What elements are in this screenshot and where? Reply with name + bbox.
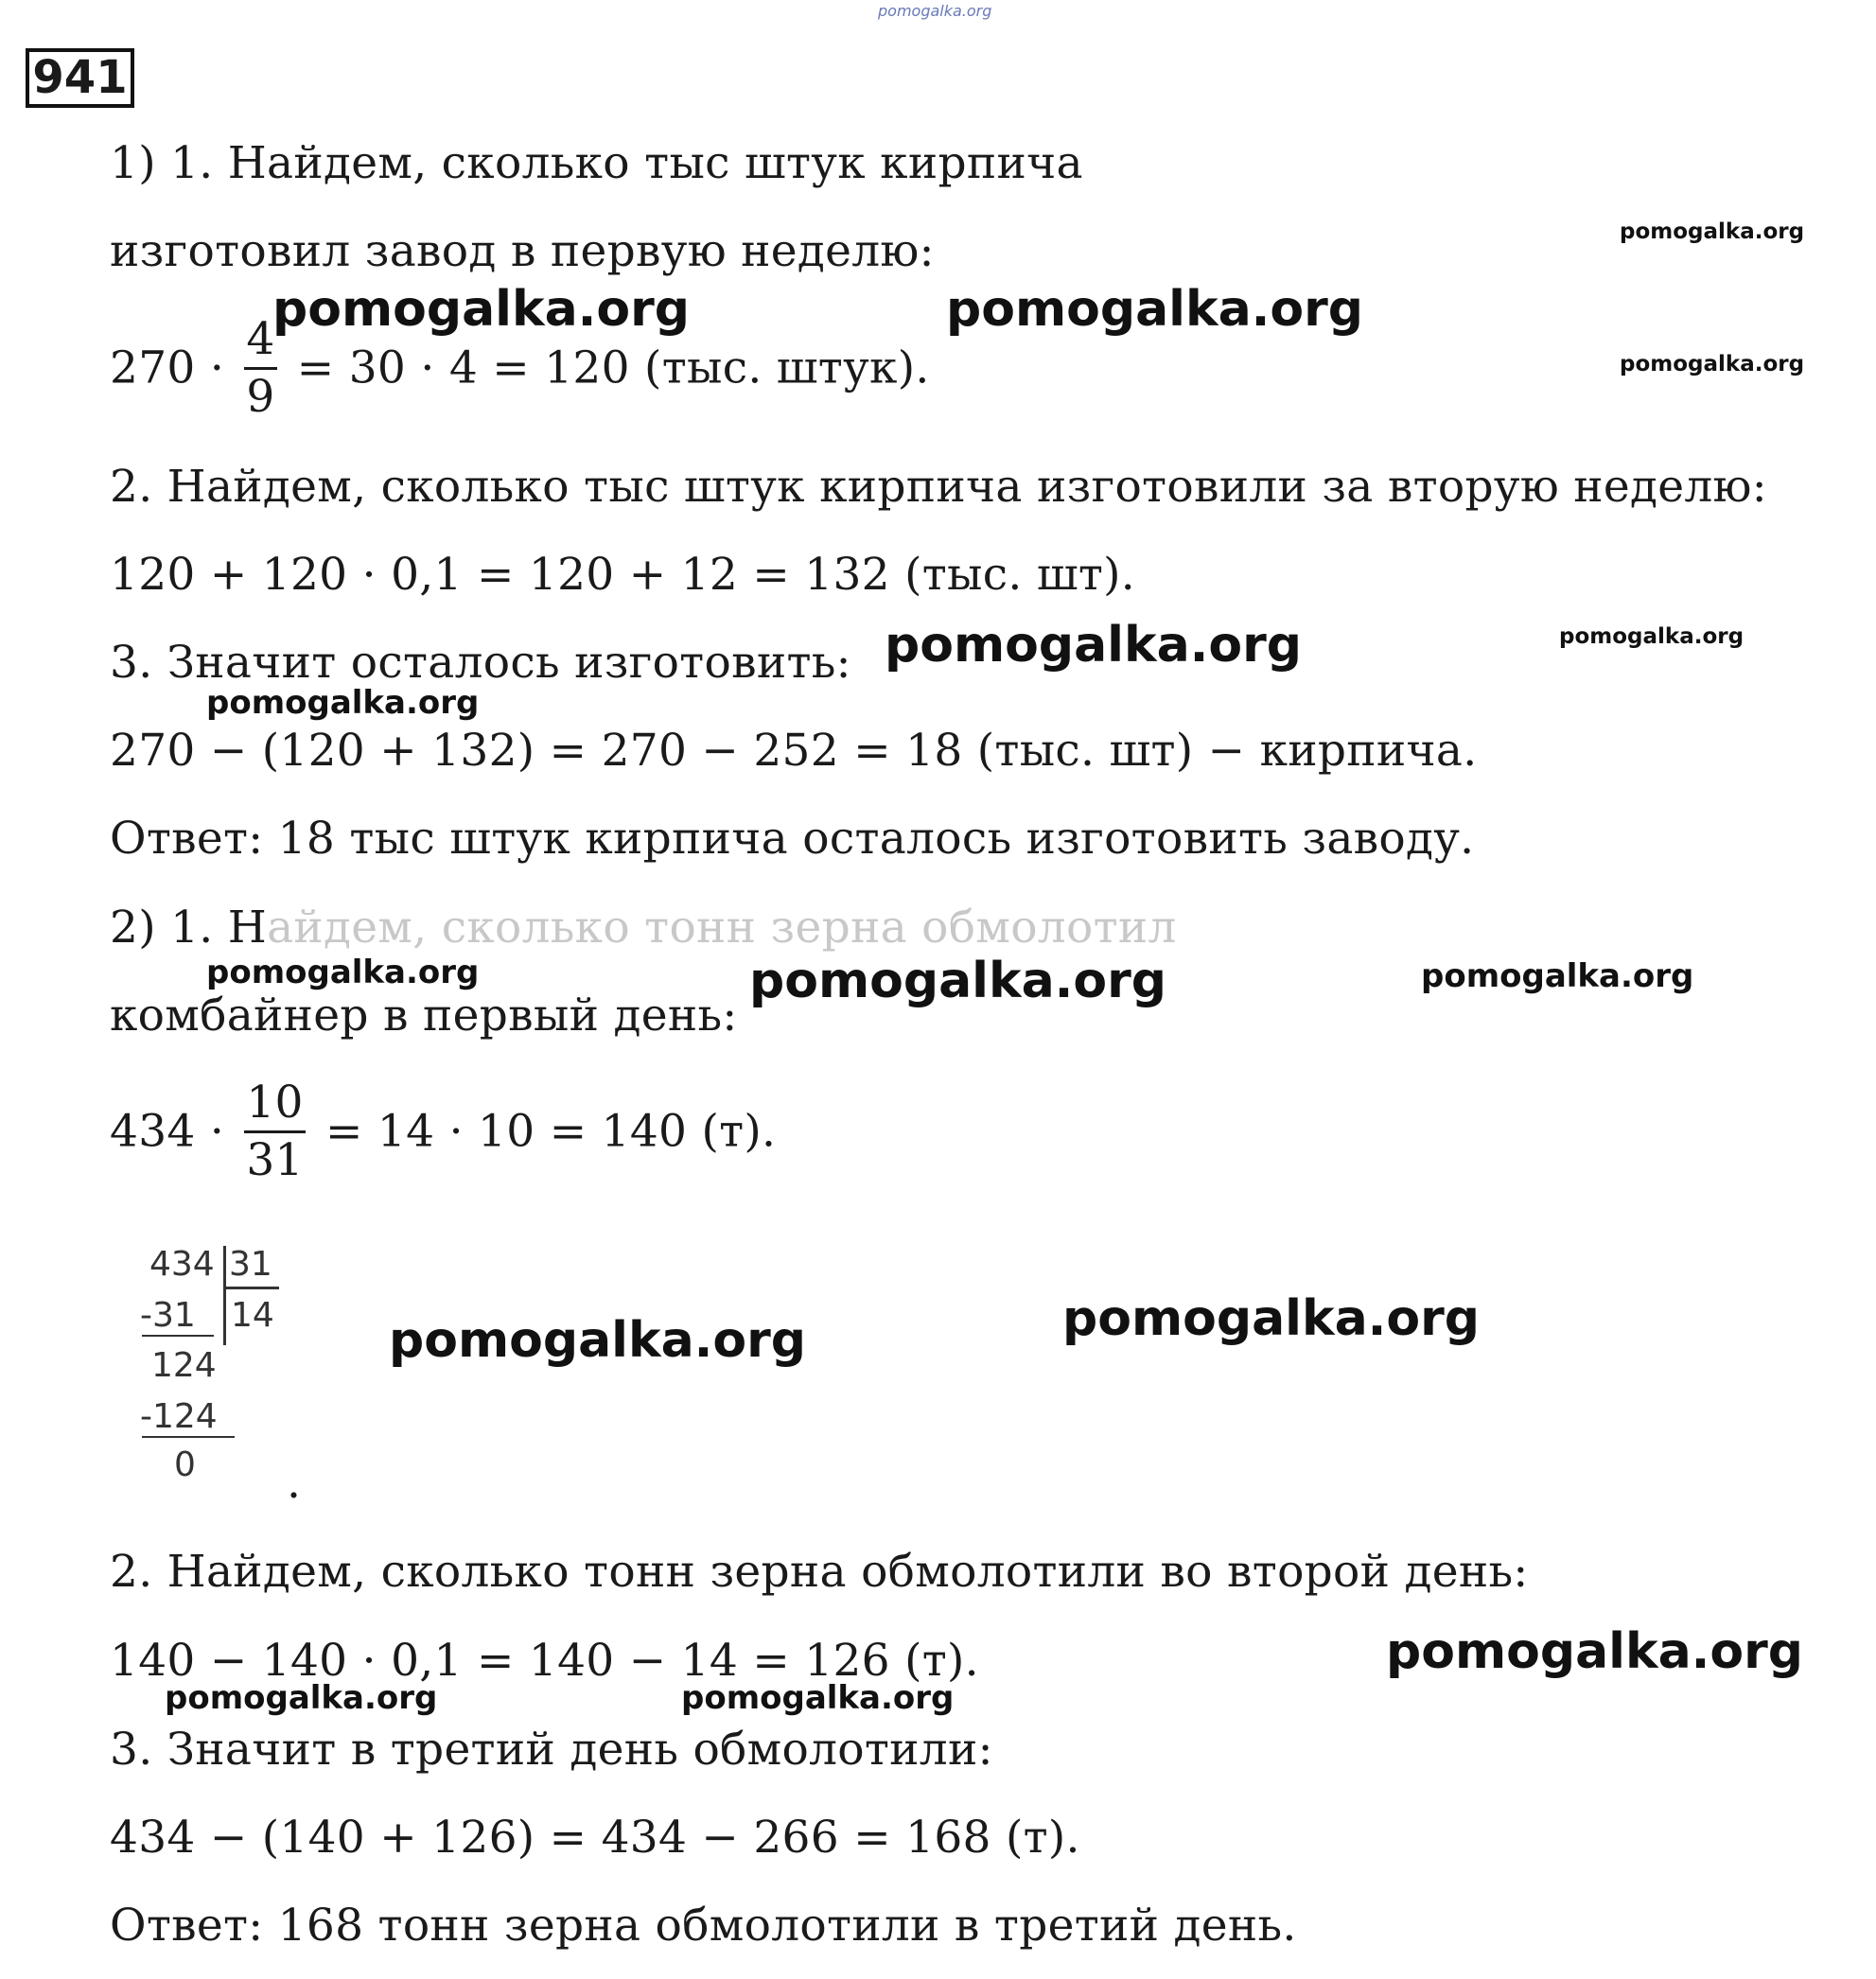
part2-step3-intro: 3. Значит в третий день обмолотили: <box>110 1724 993 1776</box>
part2-step1-intro-line1 <box>110 902 1177 954</box>
division-dividend: 434 <box>149 1245 215 1284</box>
fraction-denominator: 9 <box>246 371 275 423</box>
part2-step3-calc: 434 − (140 + 126) = 434 − 266 = 168 (т). <box>110 1812 1080 1864</box>
division-vertical-bar <box>223 1246 226 1345</box>
division-trailing-dot: . <box>287 1457 302 1509</box>
part2-answer: Ответ: 168 тонн зерна обмолотили в третий день. <box>110 1900 1297 1952</box>
watermark: pomogalka.org <box>206 684 480 722</box>
part2-step2-calc: 140 − 140 · 0,1 = 140 − 14 = 126 (т). <box>110 1635 979 1687</box>
header-source-label[interactable]: pomogalka.org <box>878 2 992 20</box>
fraction-numerator: 4 <box>244 312 276 370</box>
part1-step3-intro: 3. Значит осталось изготовить: <box>110 637 851 689</box>
watermark: pomogalka.org <box>206 954 480 991</box>
division-subtraction-1: -31 <box>140 1296 196 1335</box>
watermark: pomogalka.org <box>749 953 1167 1009</box>
watermark: pomogalka.org <box>885 617 1303 674</box>
problem-number-badge: 941 <box>26 48 134 108</box>
division-divisor-underline <box>226 1287 279 1289</box>
part1-answer: Ответ: 18 тыс штук кирпича осталось изготовить заводу. <box>110 813 1475 865</box>
part1-step2-intro: 2. Найдем, сколько тыс штук кирпича изготовили за вторую неделю: <box>110 461 1767 513</box>
calc-left: 270 · <box>110 342 225 394</box>
part2-step1-intro-line2: комбайнер в первый день: <box>110 990 738 1042</box>
watermark: pomogalka.org <box>1559 624 1745 649</box>
watermark: pomogalka.org <box>1386 1623 1804 1680</box>
part2-step1-calc <box>110 1076 776 1188</box>
watermark: pomogalka.org <box>389 1312 807 1369</box>
watermark: pomogalka.org <box>1620 352 1805 377</box>
part1-step1-intro-line2: изготовил завод в первую неделю: <box>110 225 935 277</box>
fraction-numerator: 10 <box>244 1076 305 1133</box>
watermark: pomogalka.org <box>681 1679 955 1717</box>
division-divisor: 31 <box>229 1245 272 1284</box>
division-subtraction-2: -124 <box>140 1397 218 1436</box>
long-division <box>132 1244 293 1490</box>
fraction-denominator: 31 <box>246 1134 304 1186</box>
part1-step2-calc: 120 + 120 · 0,1 = 120 + 12 = 132 (тыс. шт). <box>110 549 1136 601</box>
calc-right: = 14 · 10 = 140 (т). <box>325 1105 777 1158</box>
division-remainder-1: 124 <box>151 1346 217 1385</box>
division-final-remainder: 0 <box>174 1445 196 1484</box>
division-underline-2 <box>142 1436 235 1438</box>
watermark: pomogalka.org <box>1620 219 1805 244</box>
division-quotient: 14 <box>231 1296 274 1335</box>
part2-intro-rest: айдем, сколько тонн зерна обмолотил <box>267 902 1177 954</box>
calc-right: = 30 · 4 = 120 (тыс. штук). <box>296 342 930 394</box>
part2-step2-intro: 2. Найдем, сколько тонн зерна обмолотили во второй день: <box>110 1546 1529 1598</box>
watermark: pomogalka.org <box>272 281 691 338</box>
watermark: pomogalka.org <box>946 281 1364 338</box>
calc-left: 434 · <box>110 1105 225 1158</box>
division-underline-1 <box>142 1335 214 1337</box>
part2-intro-prefix: 2) 1. Н <box>110 902 268 954</box>
watermark: pomogalka.org <box>165 1679 438 1717</box>
part1-step1-intro-line1: 1) 1. Найдем, сколько тыс штук кирпича <box>110 137 1083 189</box>
watermark: pomogalka.org <box>1062 1290 1481 1347</box>
fraction <box>244 1076 305 1188</box>
part1-step3-calc: 270 − (120 + 132) = 270 − 252 = 18 (тыс. шт) − кирпича. <box>110 725 1478 777</box>
watermark: pomogalka.org <box>1421 957 1694 995</box>
